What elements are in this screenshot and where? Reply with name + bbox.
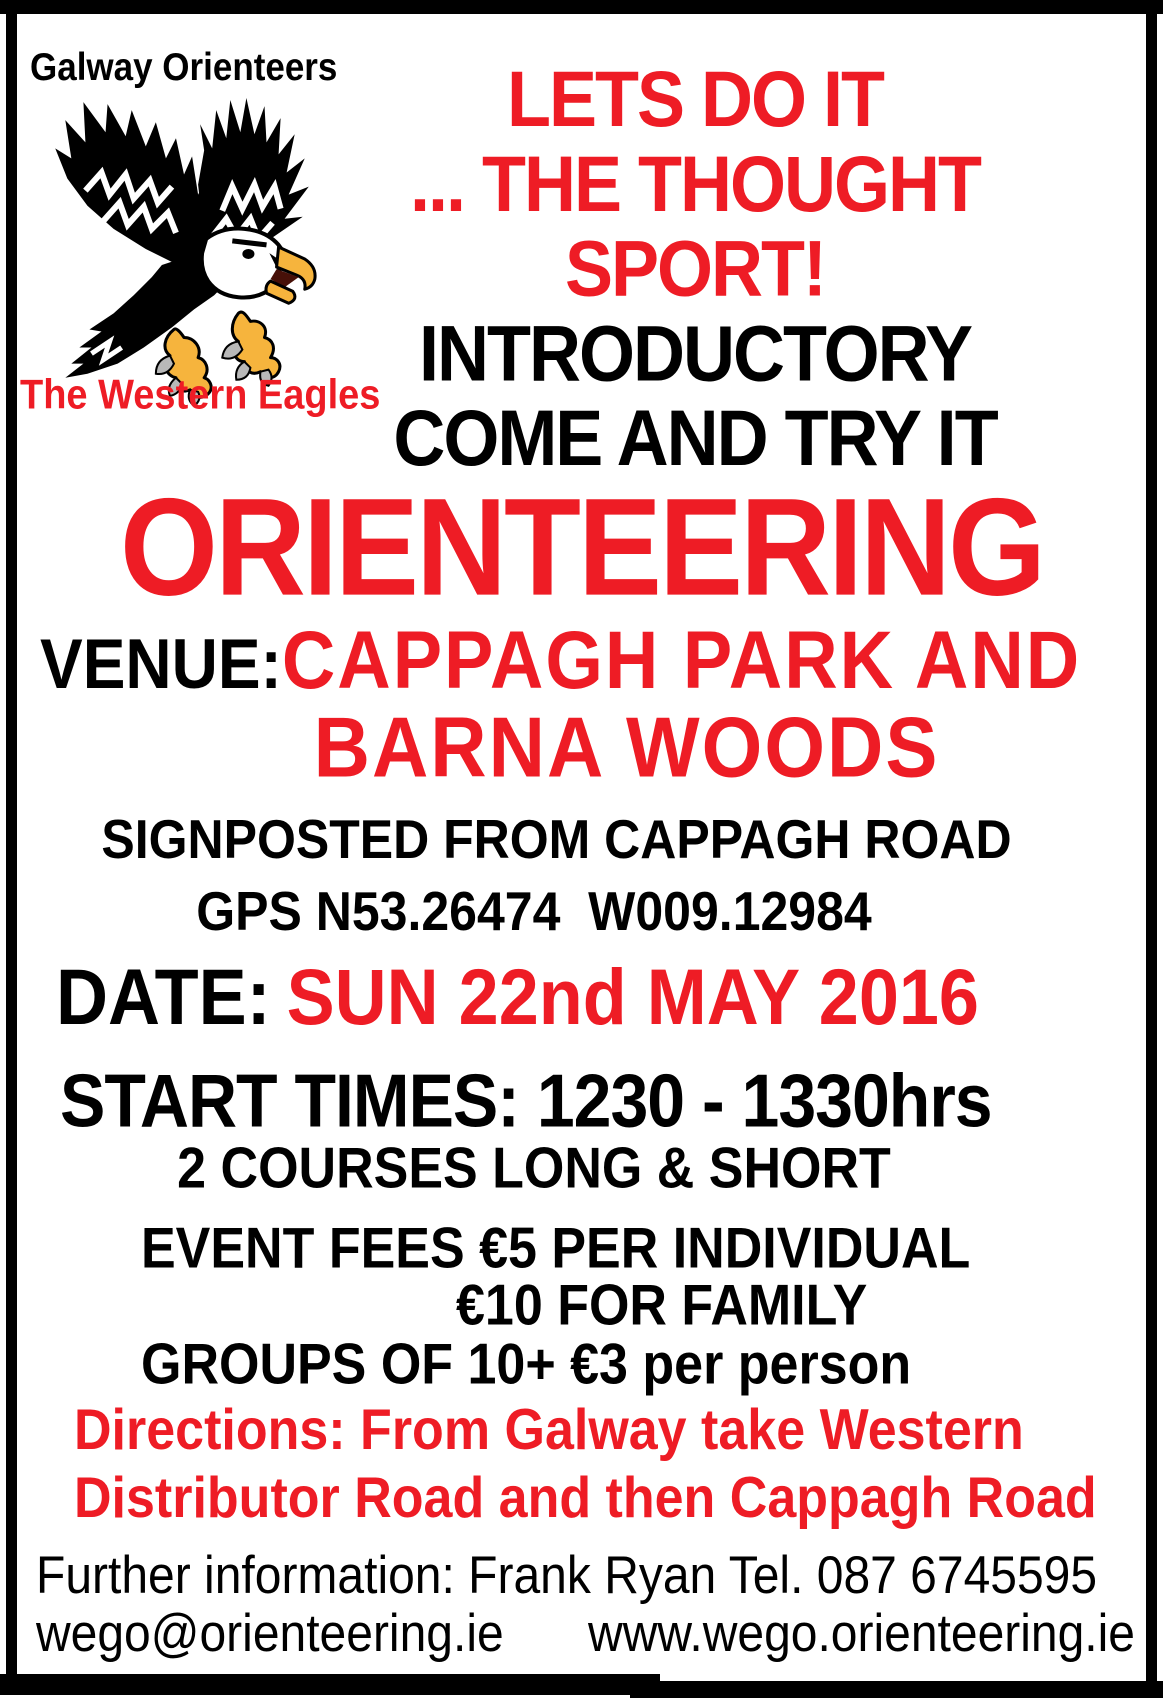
- venue-gps: GPS N53.26474 W009.12984: [196, 880, 872, 943]
- courses: 2 COURSES LONG & SHORT: [177, 1136, 891, 1201]
- frame-bottom-border: [0, 1674, 660, 1695]
- tagline-line-4: INTRODUCTORY: [419, 309, 971, 398]
- directions-line-2: Distributor Road and then Cappagh Road: [74, 1466, 1097, 1531]
- bottom-edge-bar: [630, 1681, 1163, 1698]
- start-times: START TIMES: 1230 - 1330hrs: [60, 1059, 992, 1144]
- tagline-block: [320, 55, 1070, 483]
- club-subtitle: The Western Eagles: [20, 372, 381, 419]
- date-value: SUN 22nd MAY 2016: [286, 953, 979, 1042]
- directions-line-1: Directions: From Galway take Western: [74, 1398, 1024, 1462]
- tagline-line-5: COME AND TRY IT: [393, 394, 997, 483]
- date-label: DATE:: [56, 953, 271, 1042]
- venue-name-line1: CAPPAGH PARK AND: [281, 614, 1082, 706]
- contact-email: wego@orienteering.ie: [36, 1604, 504, 1663]
- venue-signposted: SIGNPOSTED FROM CAPPAGH ROAD: [101, 808, 1012, 871]
- tagline-line-2: ... THE THOUGHT: [410, 140, 980, 229]
- directions-block: [74, 1396, 1097, 1532]
- website-url: www.wego.orienteering.ie: [588, 1604, 1135, 1663]
- top-edge-bar: [0, 0, 1163, 14]
- footer-links-row: [36, 1604, 1135, 1663]
- tagline-line-3: SPORT!: [564, 225, 825, 314]
- fee-individual: EVENT FEES €5 PER INDIVIDUAL: [141, 1216, 971, 1281]
- club-name: Galway Orienteers: [30, 46, 338, 89]
- fee-group: GROUPS OF 10+ €3 per person: [141, 1332, 912, 1397]
- fee-family: €10 FOR FAMILY: [456, 1273, 868, 1338]
- poster-title: ORIENTEERING: [119, 469, 1044, 625]
- contact-info: Further information: Frank Ryan Tel. 087 6745595: [36, 1546, 1098, 1605]
- frame-right-border: [1146, 13, 1157, 1687]
- date-line: [56, 953, 979, 1042]
- venue-label: VENUE:: [40, 624, 282, 704]
- venue-line: [40, 614, 1082, 706]
- venue-name-line2: BARNA WOODS: [313, 698, 940, 796]
- tagline-line-1: LETS DO IT: [507, 55, 883, 144]
